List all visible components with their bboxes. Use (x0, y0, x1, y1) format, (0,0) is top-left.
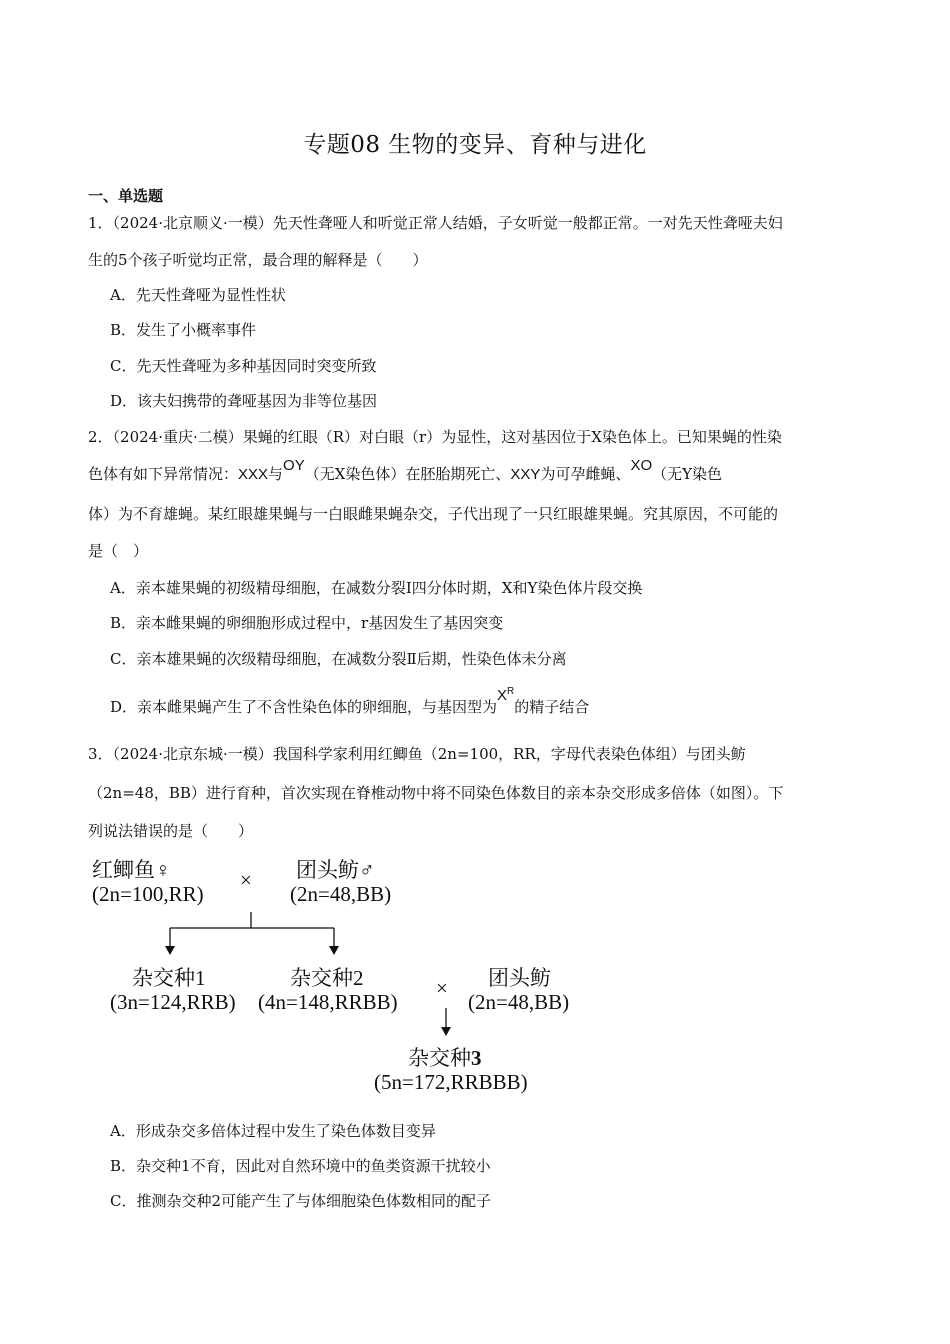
parent2-name: 团头鲂♂ (296, 858, 375, 882)
hybrid3-name-text: 杂交种 (408, 1046, 471, 1070)
hybrid2-name: 杂交种2 (290, 966, 364, 990)
q2-option-d-text-a: D．亲本雌果蝇产生了不含性染色体的卵细胞，与基因型为 (110, 698, 498, 716)
hybrid1-name: 杂交种1 (132, 966, 206, 990)
q2-option-a: A．亲本雄果蝇的初级精母细胞，在减数分裂Ⅰ四分体时期，X和Y染色体片段交换 (110, 579, 643, 597)
q2-genotype-xo: XO (630, 457, 653, 474)
q3-option-b: B．杂交种1不育，因此对自然环境中的鱼类资源干扰较小 (110, 1157, 491, 1175)
arrowhead-hybrid1 (165, 946, 175, 955)
hybrid1-info: (3n=124,RRB) (110, 990, 236, 1014)
q2-option-d (110, 686, 590, 717)
q3-stem-line2: （2n=48，BB）进行育种，首次实现在脊椎动物中将不同染色体数目的亲本杂交形成多倍体（如图）。下 (88, 784, 784, 802)
page-title: 专题08 生物的变异、育种与进化 (303, 132, 647, 158)
q2-stem-line4: 是（ ） (88, 542, 149, 560)
cross-symbol-1: × (240, 868, 252, 892)
q1-option-c: C．先天性聋哑为多种基因同时突变所致 (110, 357, 377, 375)
q2-stem-line3: 体）为不育雄蝇。某红眼雄果蝇与一白眼雌果蝇杂交，子代出现了一只红眼雄果蝇。究其原因，不可能的 (88, 505, 779, 523)
hybrid3-name (408, 1042, 482, 1072)
q2-option-d-x: X (497, 687, 508, 704)
parent1-info: (2n=100,RR) (92, 882, 204, 906)
q2-genotype-xxx: XXX (238, 466, 269, 483)
parent1-name: 红鲫鱼♀ (92, 858, 171, 882)
q2-option-c: C．亲本雄果蝇的次级精母细胞，在减数分裂Ⅱ后期，性染色体未分离 (110, 650, 567, 668)
q2-genotype-xxy: XXY (510, 466, 541, 483)
q1-option-a: A．先天性聋哑为显性性状 (110, 286, 286, 304)
q3-stem-line3: 列说法错误的是（ ） (88, 822, 254, 840)
arrowhead-hybrid3 (441, 1027, 451, 1036)
q2-text-a: 色体有如下异常情况： (88, 465, 239, 483)
breeding-diagram (86, 846, 586, 1106)
q2-text-c: （无X染色体）在胚胎期死亡、 (304, 465, 511, 483)
q1-option-d: D．该夫妇携带的聋哑基因为非等位基因 (110, 392, 378, 410)
q3-stem-line1: 3．（2024·北京东城·一模）我国科学家利用红鲫鱼（2n=100，RR，字母代表染色体组）与团头鲂 (88, 745, 746, 763)
hybrid2-info: (4n=148,RRBB) (258, 990, 398, 1014)
q2-stem-line1: 2．（2024·重庆·二模）果蝇的红眼（R）对白眼（r）为显性，这对基因位于X染色体上。已知果蝇的性染 (88, 428, 782, 446)
q2-option-d-sup-r: R (507, 686, 515, 697)
q1-option-b: B．发生了小概率事件 (110, 321, 257, 339)
q2-stem-line2 (88, 457, 723, 484)
q2-text-b: 与 (268, 465, 284, 483)
q2-text-d: 为可孕雌蝇、 (540, 465, 631, 483)
q1-stem-line2: 生的5个孩子听觉均正常，最合理的解释是（ ） (88, 251, 428, 269)
q1-stem-line1: 1．（2024·北京顺义·一模）先天性聋哑人和听觉正常人结婚，子女听觉一般都正常。一对先天性聋哑夫妇 (88, 214, 783, 232)
hybrid3-number: 3 (471, 1046, 482, 1070)
q2-option-b: B．亲本雌果蝇的卵细胞形成过程中，r基因发生了基因突变 (110, 614, 504, 632)
parent3-info: (2n=48,BB) (468, 990, 570, 1014)
cross-symbol-2: × (436, 976, 448, 1000)
q2-text-e: （无Y染色 (652, 465, 723, 483)
section-heading: 一、单选题 (88, 187, 164, 205)
q3-option-c: C．推测杂交种2可能产生了与体细胞染色体数相同的配子 (110, 1192, 492, 1210)
q2-option-d-genotype (497, 687, 514, 704)
q3-option-a: A．形成杂交多倍体过程中发生了染色体数目变异 (110, 1122, 436, 1140)
parent2-info: (2n=48,BB) (290, 882, 392, 906)
parent3-name: 团头鲂 (488, 966, 551, 990)
q2-genotype-oy: OY (283, 457, 305, 474)
arrowhead-hybrid2 (329, 946, 339, 955)
q2-option-d-text-b: 的精子结合 (514, 698, 590, 716)
hybrid3-info: (5n=172,RRBBB) (374, 1070, 528, 1094)
